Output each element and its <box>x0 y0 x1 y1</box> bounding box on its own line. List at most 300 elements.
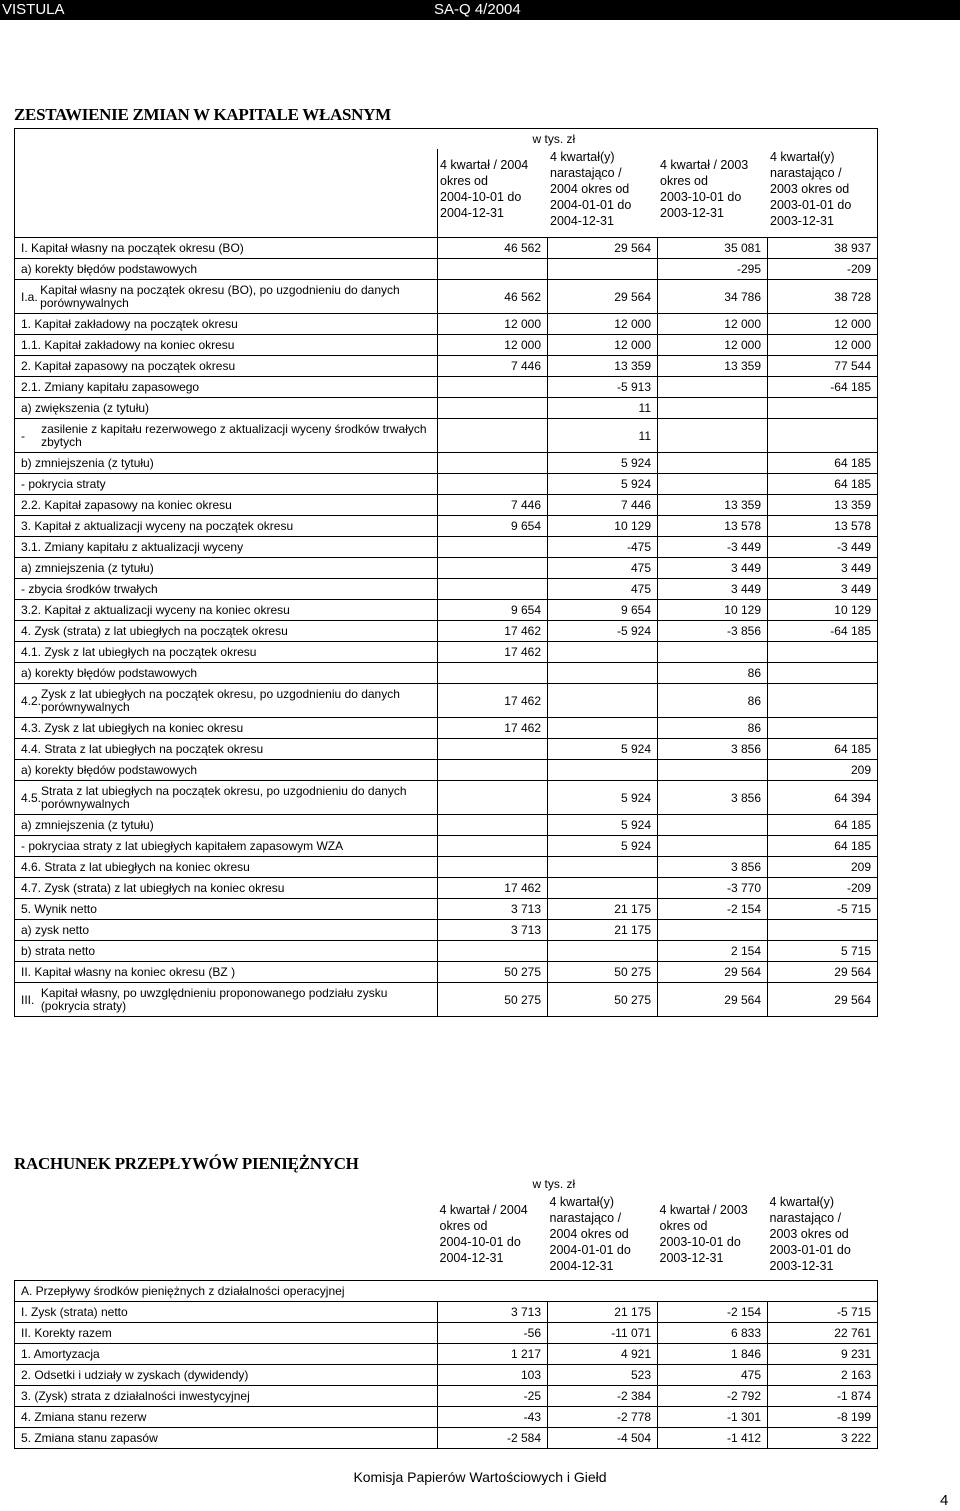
cell-value: 50 275 <box>548 962 658 983</box>
cell-value: 209 <box>768 760 878 781</box>
column-header-line: narastająco / <box>769 1211 842 1225</box>
row-label: 3. Kapitał z aktualizacji wyceny na początek okresu <box>21 519 294 533</box>
column-header-line: 2004-12-31 <box>549 1259 614 1273</box>
row-label: Kapitał własny na początek okresu (BO), po uzgodnieniu do danych porównywalnych <box>40 282 400 310</box>
cell-value: 7 446 <box>548 495 658 516</box>
cell-value: 2 154 <box>658 941 768 962</box>
cell-value: 21 175 <box>548 899 658 920</box>
cell-value <box>548 878 658 899</box>
cell-value: -5 913 <box>548 377 658 398</box>
table-row <box>15 781 878 815</box>
column-header-line: 4 kwartał(y) <box>770 150 835 164</box>
row-label: a) zmniejszenia (z tytułu) <box>21 818 154 832</box>
cell-value: -1 874 <box>768 1386 878 1407</box>
cell-value: 64 185 <box>768 453 878 474</box>
cell-value: -3 449 <box>768 537 878 558</box>
cell-value <box>438 815 548 836</box>
cell-value: -295 <box>658 259 768 280</box>
cell-value <box>658 398 768 419</box>
row-label: 2. Odsetki i udziały w zyskach (dywidendy) <box>15 1365 438 1386</box>
table-row <box>15 579 878 600</box>
cell-value: 10 129 <box>768 600 878 621</box>
cell-value: 12 000 <box>548 314 658 335</box>
column-header-line: 2003-12-31 <box>769 1259 834 1273</box>
cell-value: 17 462 <box>438 878 548 899</box>
company-name: VISTULA <box>2 1 65 18</box>
row-label: 3.2. Kapitał z aktualizacji wyceny na koniec okresu <box>21 603 290 617</box>
cell-value: -11 071 <box>548 1323 658 1344</box>
cell-value: 86 <box>658 684 768 718</box>
column-header-line: 4 kwartał(y) <box>769 1195 835 1209</box>
column-header <box>770 149 851 229</box>
cell-value: 64 185 <box>768 474 878 495</box>
table-row <box>15 1302 878 1323</box>
row-label: a) zwiększenia (z tytułu) <box>21 401 150 415</box>
column-header-line: 2004-10-01 do <box>440 190 522 204</box>
column-header-line: 4 kwartał / 2004 <box>440 158 529 172</box>
cell-value <box>768 920 878 941</box>
cell-value: 9 654 <box>438 600 548 621</box>
row-label: Kapitał własny, po uwzględnieniu proponowanego podziału zysku (pokrycia straty) <box>40 985 388 1013</box>
cell-value: -1 301 <box>658 1407 768 1428</box>
top-bar <box>0 0 960 20</box>
cell-value: 3 449 <box>658 558 768 579</box>
table-row <box>15 314 878 335</box>
cell-value: 10 129 <box>658 600 768 621</box>
column-header <box>550 149 631 229</box>
cell-value <box>768 419 878 453</box>
row-label: 4.1. Zysk z lat ubiegłych na początek okresu <box>21 645 257 659</box>
cell-value <box>438 781 548 815</box>
cell-value <box>438 259 548 280</box>
cell-value: 77 544 <box>768 356 878 377</box>
cell-value: 29 564 <box>658 983 768 1017</box>
table-row <box>15 537 878 558</box>
row-label: 2. Kapitał zapasowy na początek okresu <box>21 359 236 373</box>
cell-value: 103 <box>438 1365 548 1386</box>
cell-value <box>768 642 878 663</box>
column-header-line: 2004-10-01 do <box>439 1235 521 1249</box>
cell-value: 4 921 <box>548 1344 658 1365</box>
column-header-line: 2003-10-01 do <box>659 1235 741 1249</box>
cell-value: 17 462 <box>438 621 548 642</box>
cell-value: 3 222 <box>768 1428 878 1449</box>
cell-value: -25 <box>438 1386 548 1407</box>
column-header-line: 2003 okres od <box>769 1227 849 1241</box>
column-header-line: narastająco / <box>549 1211 622 1225</box>
cell-value: 17 462 <box>438 642 548 663</box>
table-row <box>15 1386 878 1407</box>
cell-value: 29 564 <box>768 962 878 983</box>
table-row <box>15 238 878 259</box>
cell-value: 3 449 <box>768 558 878 579</box>
row-label: a) korekty błędów podstawowych <box>21 262 198 276</box>
cell-value <box>438 377 548 398</box>
footer-text: Komisja Papierów Wartościowych i Giełd <box>353 1469 607 1485</box>
cell-value: 13 578 <box>658 516 768 537</box>
cell-value: 475 <box>658 1365 768 1386</box>
cell-value: 34 786 <box>658 280 768 314</box>
cell-value: 5 715 <box>768 941 878 962</box>
cell-value <box>438 739 548 760</box>
cell-value: -475 <box>548 537 658 558</box>
table-row <box>15 453 878 474</box>
cell-value: -5 924 <box>548 621 658 642</box>
column-header-line: 2004-12-31 <box>550 214 614 228</box>
table-row <box>15 419 878 453</box>
row-label: Zysk z lat ubiegłych na początek okresu, po uzgodnieniu do danych porównywalnych <box>41 686 400 714</box>
table-row <box>15 398 878 419</box>
row-label: - zbycia środków trwałych <box>21 582 158 596</box>
cell-value <box>438 836 548 857</box>
cashflow-unit: w tys. zł <box>532 1177 576 1191</box>
column-header-line: okres od <box>659 1219 708 1233</box>
table-row <box>15 899 878 920</box>
cell-value: 5 924 <box>548 781 658 815</box>
row-label: Strata z lat ubiegłych na początek okresu, po uzgodnieniu do danych porównywalnych <box>41 783 407 811</box>
cell-value <box>548 857 658 878</box>
cell-value: 64 394 <box>768 781 878 815</box>
cell-value: 9 654 <box>438 516 548 537</box>
cell-value: 29 564 <box>548 238 658 259</box>
table-row <box>15 941 878 962</box>
table-row <box>15 474 878 495</box>
cell-value: 86 <box>658 718 768 739</box>
cell-value: 3 856 <box>658 857 768 878</box>
cell-value: 475 <box>548 558 658 579</box>
cell-value: 29 564 <box>658 962 768 983</box>
cell-value: 7 446 <box>438 495 548 516</box>
cell-value: 12 000 <box>768 335 878 356</box>
column-header-line: 4 kwartał(y) <box>550 150 615 164</box>
cashflow-table <box>14 1174 878 1449</box>
cell-value: -56 <box>438 1323 548 1344</box>
table-row <box>15 857 878 878</box>
cell-value: 12 000 <box>768 314 878 335</box>
cashflow-section-label: A. Przepływy środków pieniężnych z działalności operacyjnej <box>15 1281 878 1302</box>
row-label: 5. Wynik netto <box>21 902 97 916</box>
column-header-line: 4 kwartał / 2004 <box>439 1203 528 1217</box>
cell-value: -5 715 <box>768 899 878 920</box>
table-row <box>15 1407 878 1428</box>
column-header-line: okres od <box>660 174 708 188</box>
cell-value: 64 185 <box>768 836 878 857</box>
row-label: 4.7. Zysk (strata) z lat ubiegłych na koniec okresu <box>21 881 285 895</box>
table-row <box>15 760 878 781</box>
cell-value: -5 715 <box>768 1302 878 1323</box>
row-label: I. Kapitał własny na początek okresu (BO) <box>21 241 244 255</box>
cell-value <box>658 453 768 474</box>
row-prefix: III. <box>21 992 35 1007</box>
table-row <box>15 983 878 1017</box>
table-row <box>15 377 878 398</box>
row-label: 4.3. Zysk z lat ubiegłych na koniec okresu <box>21 721 244 735</box>
cell-value <box>768 398 878 419</box>
row-label: a) zysk netto <box>21 923 90 937</box>
row-label: 2.1. Zmiany kapitału zapasowego <box>21 380 200 394</box>
cell-value: -4 504 <box>548 1428 658 1449</box>
cell-value <box>438 760 548 781</box>
cell-value: 5 924 <box>548 474 658 495</box>
cell-value: 5 924 <box>548 453 658 474</box>
column-header-line: 4 kwartał / 2003 <box>659 1203 748 1217</box>
row-label: a) zmniejszenia (z tytułu) <box>21 561 154 575</box>
table-row <box>15 495 878 516</box>
cell-value: 2 163 <box>768 1365 878 1386</box>
row-label: 4.6. Strata z lat ubiegłych na koniec okresu <box>21 860 250 874</box>
column-header-line: 2003-12-31 <box>770 214 834 228</box>
column-header <box>660 1202 748 1266</box>
cell-value: -3 770 <box>658 878 768 899</box>
cell-value: 29 564 <box>768 983 878 1017</box>
column-header-line: 2003-12-31 <box>660 206 724 220</box>
cell-value <box>438 537 548 558</box>
cell-value <box>768 718 878 739</box>
cell-value: 12 000 <box>658 314 768 335</box>
cell-value <box>548 941 658 962</box>
row-label: 4. Zmiana stanu rezerw <box>15 1407 438 1428</box>
row-label: 3.1. Zmiany kapitału z aktualizacji wyceny <box>21 540 244 554</box>
table-row <box>15 878 878 899</box>
column-header-line: 2004 okres od <box>549 1227 629 1241</box>
table-row <box>15 600 878 621</box>
table-row <box>15 1428 878 1449</box>
cell-value: 7 446 <box>438 356 548 377</box>
row-label: a) korekty błędów podstawowych <box>21 666 198 680</box>
cell-value <box>658 377 768 398</box>
cell-value <box>548 684 658 718</box>
column-header-line: 2003 okres od <box>770 182 850 196</box>
cell-value: -1 412 <box>658 1428 768 1449</box>
column-header-line: 2003-12-31 <box>659 1251 724 1265</box>
cell-value: 46 562 <box>438 280 548 314</box>
cell-value <box>658 474 768 495</box>
cell-value <box>438 857 548 878</box>
table-row <box>15 259 878 280</box>
cell-value: 9 654 <box>548 600 658 621</box>
row-label: 2.2. Kapitał zapasowy na koniec okresu <box>21 498 232 512</box>
column-header-line: 2004 okres od <box>550 182 630 196</box>
cell-value: -43 <box>438 1407 548 1428</box>
table-row <box>15 1323 878 1344</box>
cell-value: 3 449 <box>768 579 878 600</box>
cell-value: 6 833 <box>658 1323 768 1344</box>
table-row <box>15 642 878 663</box>
cell-value: 13 359 <box>658 356 768 377</box>
column-header-line: 2004-01-01 do <box>549 1243 631 1257</box>
row-label: 1.1. Kapitał zakładowy na koniec okresu <box>21 338 235 352</box>
cell-value: 38 728 <box>768 280 878 314</box>
cell-value: 64 185 <box>768 815 878 836</box>
cell-value <box>658 836 768 857</box>
cell-value: -209 <box>768 878 878 899</box>
cell-value: -3 449 <box>658 537 768 558</box>
cell-value: 5 924 <box>548 739 658 760</box>
cell-value: 13 359 <box>768 495 878 516</box>
table-row <box>15 718 878 739</box>
row-label: - pokryciaa straty z lat ubiegłych kapitałem zapasowym WZA <box>21 839 344 853</box>
cell-value <box>548 259 658 280</box>
table-row <box>15 516 878 537</box>
column-header-line: 2004-01-01 do <box>550 198 632 212</box>
cell-value: -3 856 <box>658 621 768 642</box>
column-header-line: 2003-01-01 do <box>770 198 852 212</box>
table-row <box>15 558 878 579</box>
row-label: II. Kapitał własny na koniec okresu (BZ ) <box>21 965 236 979</box>
cell-value: 17 462 <box>438 684 548 718</box>
equity-title: ZESTAWIENIE ZMIAN W KAPITALE WŁASNYM <box>14 105 391 124</box>
table-row <box>15 739 878 760</box>
table-row <box>15 356 878 377</box>
cell-value <box>658 815 768 836</box>
row-prefix: 4.5. <box>21 790 42 805</box>
cell-value: 1 217 <box>438 1344 548 1365</box>
table-row <box>15 621 878 642</box>
row-label: 5. Zmiana stanu zapasów <box>15 1428 438 1449</box>
cell-value: 22 761 <box>768 1323 878 1344</box>
cell-value: 3 856 <box>658 739 768 760</box>
table-row <box>15 1365 878 1386</box>
cell-value <box>438 941 548 962</box>
cell-value: 1 846 <box>658 1344 768 1365</box>
row-label: 1. Amortyzacja <box>15 1344 438 1365</box>
cell-value: -2 154 <box>658 899 768 920</box>
cell-value: -209 <box>768 259 878 280</box>
cell-value <box>438 474 548 495</box>
column-header <box>550 1194 631 1274</box>
row-label: II. Korekty razem <box>15 1323 438 1344</box>
cell-value <box>658 920 768 941</box>
cashflow-title: RACHUNEK PRZEPŁYWÓW PIENIĘŻNYCH <box>14 1154 359 1173</box>
column-header <box>440 1202 528 1266</box>
cell-value <box>768 663 878 684</box>
cell-value: 10 129 <box>548 516 658 537</box>
equity-table <box>14 128 878 1017</box>
column-header <box>770 1194 851 1274</box>
cell-value: 3 856 <box>658 781 768 815</box>
table-row <box>15 836 878 857</box>
cell-value <box>768 684 878 718</box>
cell-value: 13 359 <box>658 495 768 516</box>
cell-value: 50 275 <box>548 983 658 1017</box>
cell-value: -2 584 <box>438 1428 548 1449</box>
cell-value: 3 713 <box>438 1302 548 1323</box>
row-prefix: - <box>21 428 25 443</box>
row-prefix: I.a. <box>21 289 38 304</box>
cell-value: -2 154 <box>658 1302 768 1323</box>
column-header-line: 2003-10-01 do <box>660 190 742 204</box>
cell-value: 3 449 <box>658 579 768 600</box>
cell-value: 5 924 <box>548 815 658 836</box>
cell-value: 12 000 <box>438 335 548 356</box>
column-header-line: 2003-01-01 do <box>769 1243 851 1257</box>
cell-value: 12 000 <box>548 335 658 356</box>
cell-value: -8 199 <box>768 1407 878 1428</box>
cell-value <box>548 760 658 781</box>
column-header-line: okres od <box>439 1219 488 1233</box>
cell-value <box>438 558 548 579</box>
cell-value: 21 175 <box>548 1302 658 1323</box>
cell-value: 29 564 <box>548 280 658 314</box>
column-header-line: 2004-12-31 <box>439 1251 504 1265</box>
row-label: 4. Zysk (strata) z lat ubiegłych na początek okresu <box>21 624 288 638</box>
cell-value: 35 081 <box>658 238 768 259</box>
cell-value: 209 <box>768 857 878 878</box>
row-label: a) korekty błędów podstawowych <box>21 763 198 777</box>
row-label: 4.4. Strata z lat ubiegłych na początek okresu <box>21 742 264 756</box>
cell-value: 13 578 <box>768 516 878 537</box>
cell-value <box>438 579 548 600</box>
cell-value: 38 937 <box>768 238 878 259</box>
cell-value: -2 384 <box>548 1386 658 1407</box>
cell-value: 3 713 <box>438 899 548 920</box>
column-header-line: 2004-12-31 <box>440 206 504 220</box>
cell-value: 475 <box>548 579 658 600</box>
cell-value: 12 000 <box>658 335 768 356</box>
cell-value: 13 359 <box>548 356 658 377</box>
cell-value: 9 231 <box>768 1344 878 1365</box>
row-label: 1. Kapitał zakładowy na początek okresu <box>21 317 238 331</box>
cell-value: 50 275 <box>438 962 548 983</box>
cell-value: -2 792 <box>658 1386 768 1407</box>
cell-value: 11 <box>548 419 658 453</box>
cell-value: 50 275 <box>438 983 548 1017</box>
cell-value: 17 462 <box>438 718 548 739</box>
table-row <box>15 962 878 983</box>
row-label: b) strata netto <box>21 944 96 958</box>
cell-value: 3 713 <box>438 920 548 941</box>
cell-value <box>658 419 768 453</box>
table-row <box>15 280 878 314</box>
cell-value: 523 <box>548 1365 658 1386</box>
cell-value: 64 185 <box>768 739 878 760</box>
cell-value <box>438 663 548 684</box>
row-label: - pokrycia straty <box>21 477 106 491</box>
table-row <box>15 815 878 836</box>
cell-value: -64 185 <box>768 377 878 398</box>
row-label: b) zmniejszenia (z tytułu) <box>21 456 154 470</box>
column-header <box>440 157 528 221</box>
cell-value <box>658 642 768 663</box>
equity-unit: w tys. zł <box>532 132 576 146</box>
cell-value: 86 <box>658 663 768 684</box>
cell-value <box>548 642 658 663</box>
row-label: zasilenie z kapitału rezerwowego z aktualizacji wyceny środków trwałych zbytych <box>41 421 427 449</box>
cell-value: -2 778 <box>548 1407 658 1428</box>
cell-value <box>438 419 548 453</box>
row-prefix: 4.2. <box>21 693 42 708</box>
table-row <box>15 335 878 356</box>
cell-value: 21 175 <box>548 920 658 941</box>
report-code: SA-Q 4/2004 <box>434 1 521 18</box>
cell-value: 46 562 <box>438 238 548 259</box>
column-header-line: narastająco / <box>550 166 622 180</box>
row-label: I. Zysk (strata) netto <box>15 1302 438 1323</box>
cell-value <box>548 718 658 739</box>
cell-value: 12 000 <box>438 314 548 335</box>
cell-value: 5 924 <box>548 836 658 857</box>
page-number: 4 <box>940 1492 949 1509</box>
table-row <box>15 663 878 684</box>
cell-value <box>438 398 548 419</box>
table-row <box>15 920 878 941</box>
column-header-line: 4 kwartał(y) <box>549 1195 615 1209</box>
table-row <box>15 684 878 718</box>
cell-value <box>658 760 768 781</box>
cell-value: -64 185 <box>768 621 878 642</box>
column-header-line: 4 kwartał / 2003 <box>660 158 749 172</box>
cell-value <box>438 453 548 474</box>
